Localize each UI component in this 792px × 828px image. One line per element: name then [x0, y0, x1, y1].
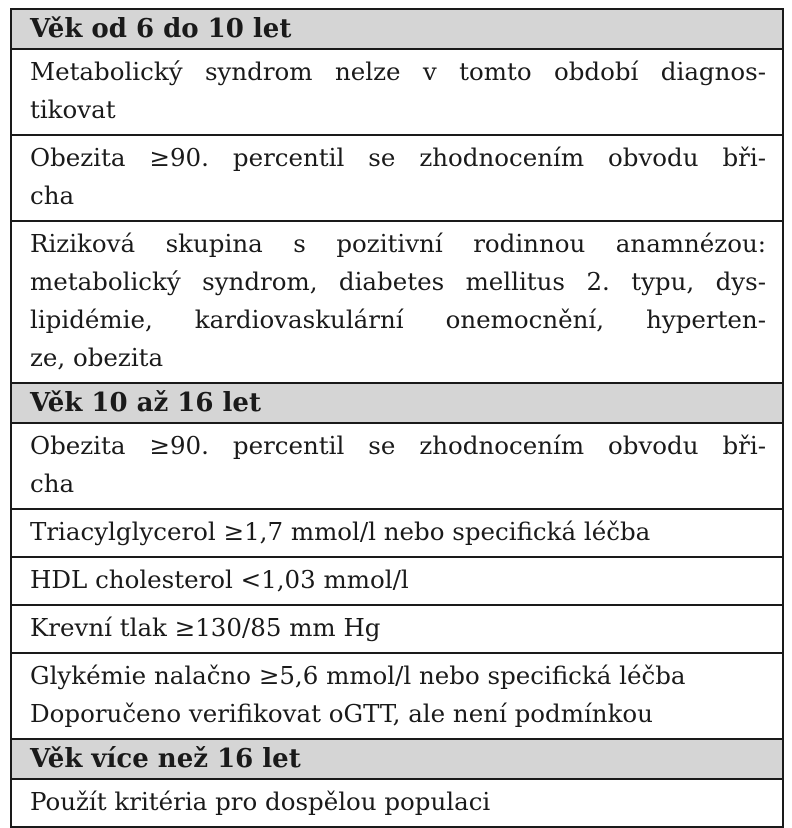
text-line: tikovat [30, 95, 116, 124]
section-heading-row [11, 9, 783, 49]
section-heading: Věk 10 až 16 let [11, 383, 783, 423]
text-line: metabolický syndrom, diabetes mellitus 2. typu, dys- [30, 267, 766, 296]
criteria-cell [11, 135, 783, 221]
criteria-row [11, 557, 783, 605]
text-line: Triacylglycerol ≥1,7 mmol/l nebo specifická léčba [30, 517, 651, 546]
section-heading-row [11, 739, 783, 779]
text-line: Glykémie nalačno ≥5,6 mmol/l nebo specifická léčba [30, 661, 686, 690]
criteria-cell [11, 509, 783, 557]
section-heading-row [11, 383, 783, 423]
criteria-row [11, 653, 783, 739]
criteria-cell [11, 49, 783, 135]
criteria-cell [11, 653, 783, 739]
text-line: Krevní tlak ≥130/85 mm Hg [30, 613, 381, 642]
text-line: Metabolický syndrom nelze v tomto období diagnos- [30, 57, 766, 86]
text-line: Obezita ≥90. percentil se zhodnocením obvodu bři- [30, 431, 766, 460]
criteria-cell [11, 557, 783, 605]
section-heading: Věk od 6 do 10 let [11, 9, 783, 49]
criteria-row [11, 49, 783, 135]
criteria-row [11, 135, 783, 221]
criteria-cell [11, 605, 783, 653]
criteria-cell [11, 423, 783, 509]
criteria-row [11, 779, 783, 827]
criteria-row [11, 423, 783, 509]
text-line: Doporučeno verifikovat oGTT, ale není podmínkou [30, 699, 653, 728]
text-line: lipidémie, kardiovaskulární onemocnění, hyperten- [30, 305, 766, 334]
criteria-row [11, 509, 783, 557]
text-line: Použít kritéria pro dospělou populaci [30, 787, 491, 816]
text-line: Riziková skupina s pozitivní rodinnou anamnézou: [30, 229, 766, 258]
text-line: Obezita ≥90. percentil se zhodnocením obvodu bři- [30, 143, 766, 172]
criteria-row [11, 221, 783, 383]
section-heading: Věk více než 16 let [11, 739, 783, 779]
text-line: cha [30, 181, 75, 210]
text-line: ze, obezita [30, 343, 164, 372]
criteria-table [10, 8, 784, 828]
text-line: HDL cholesterol <1,03 mmol/l [30, 565, 409, 594]
criteria-cell [11, 779, 783, 827]
text-line: cha [30, 469, 75, 498]
criteria-cell [11, 221, 783, 383]
criteria-row [11, 605, 783, 653]
